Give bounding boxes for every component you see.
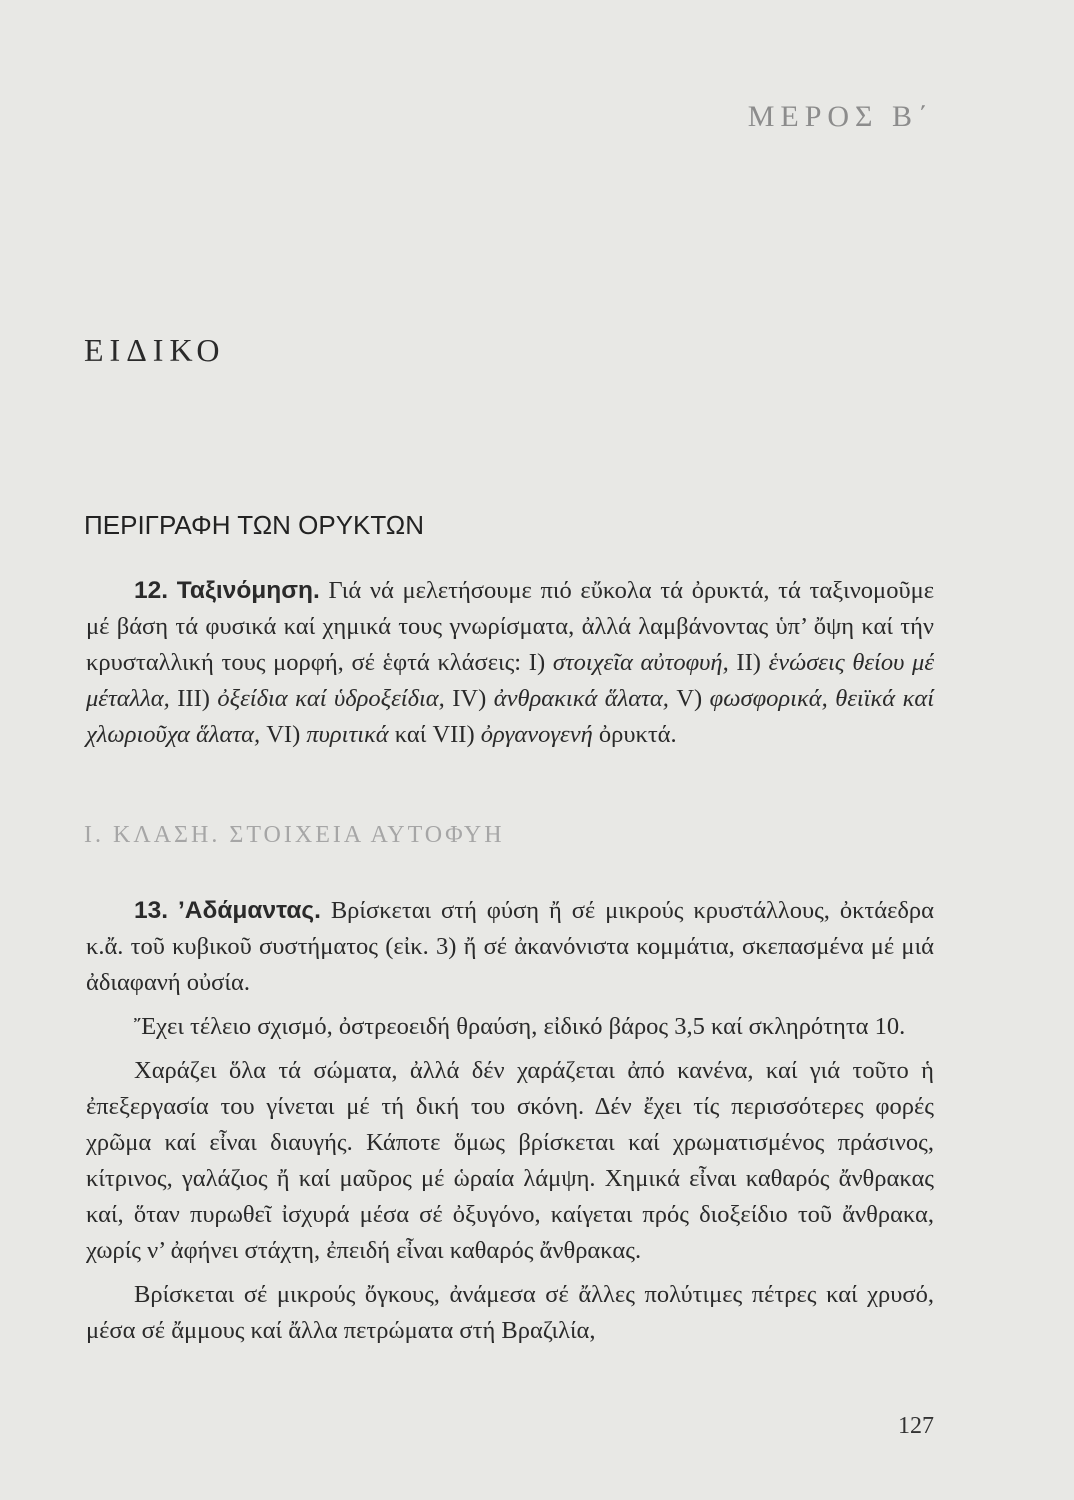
text-span: Βρίσκεται στή φύση ἤ σέ μικρούς κρυστάλλους, ὀκτάεδρα κ.ἄ. τοῦ κυβικοῦ συστήματος (εἰκ. 3) ἤ σέ ἀκανόνιστα κομμάτια, σκεπασμένα μέ μιά ἀδιαφανή οὐσία. (86, 897, 934, 996)
paragraph-diamond-intro (86, 893, 934, 1001)
text-span: II) (736, 649, 761, 676)
text-span: IV) (452, 685, 487, 712)
text-span: καί VII) (394, 721, 475, 748)
class-name-2: ἑνώσεις θείου μέ μέταλλα, (86, 649, 935, 712)
text-span: Γιά νά μελετήσουμε πιό εὔκολα τά ὀρυκτά, τά ταξινομοῦμε μέ βάση τά φυσικά καί χημικά τους γνωρίσματα, ἀλλά λαμβάνοντας ὑπ’ ὄψη καί τήν κρυσταλλική τους μορφή, σέ ἑφτά κλάσεις: I) (86, 577, 934, 676)
section-term: ’Αδάμαντας. (177, 897, 321, 924)
class-name-4: ἀνθρακικά ἅλατα, (493, 685, 669, 712)
text-span: VI) (266, 721, 301, 748)
section-term: Ταξινόμηση. (176, 577, 320, 604)
class-name-3: ὀξείδια καί ὑδροξείδια, (217, 685, 445, 712)
chapter-title: ΠΕΡΙΓΡΑΦΗ ΤΩΝ ΟΡΥΚΤΩΝ (84, 510, 425, 540)
section-number: 12. (134, 577, 169, 604)
paragraph-diamond-hardness: Χαράζει ὅλα τά σώματα, ἀλλά δέν χαράζεται ἀπό κανένα, καί γιά τοῦτο ἡ ἐπεξεργασία του γίνεται μέ τή δική του σκόνη. Δέν ἔχει τίς περισσότερες φορές χρῶμα καί εἶναι διαυγής. Κάποτε ὅμως βρίσκεται καί χρωματισμένος πράσινος, κίτρινος, γαλάζιος ἤ καί μαῦρος μέ ὡραία λάμψη. Χημικά εἶναι καθαρός ἄνθρακας καί, ὅταν πυρωθεῖ ἰσχυρά μέσα σέ ὀξυγόνο, καίγεται πρός διοξείδιο τοῦ ἄνθρακα, χωρίς ν’ ἀφήνει στάχτη, ἐπειδή εἶναι καθαρός ἄνθρακας. (86, 1057, 934, 1264)
class-name-1: στοιχεῖα αὐτοφυή, (552, 649, 729, 676)
class-heading: I. ΚΛΑΣΗ. ΣΤΟΙΧΕΙΑ ΑΥΤΟΦΥΗ (84, 822, 505, 848)
part-label: ΜΕΡΟΣ Β΄ (747, 100, 934, 133)
section-title: ΕΙΔΙΚΟ (84, 332, 226, 368)
paragraph-diamond-occurrence: Βρίσκεται σέ μικρούς ὄγκους, ἀνάμεσα σέ ἄλλες πολύτιμες πέτρες καί χρυσό, μέσα σέ ἄμμους καί ἄλλα πετρώματα στή Βραζιλία, (86, 1281, 934, 1344)
class-name-5: φωσφορικά, θειϊκά καί χλωριοῦχα ἅλατα, (86, 685, 935, 748)
section-number: 13. (134, 897, 169, 924)
text-span: ὀρυκτά. (598, 721, 677, 748)
paragraph-classification (86, 573, 934, 753)
page-number: 127 (898, 1413, 934, 1439)
section-12 (86, 573, 934, 761)
text-span: V) (676, 685, 703, 712)
class-name-7: ὀργανογενή (480, 721, 593, 748)
text-span: III) (177, 685, 210, 712)
paragraph-diamond-properties: Ἔχει τέλειο σχισμό, ὀστρεοειδή θραύση, εἰδικό βάρος 3,5 καί σκληρότητα 10. (134, 1013, 906, 1040)
section-13 (86, 893, 934, 1357)
class-name-6: πυριτικά (306, 721, 389, 748)
